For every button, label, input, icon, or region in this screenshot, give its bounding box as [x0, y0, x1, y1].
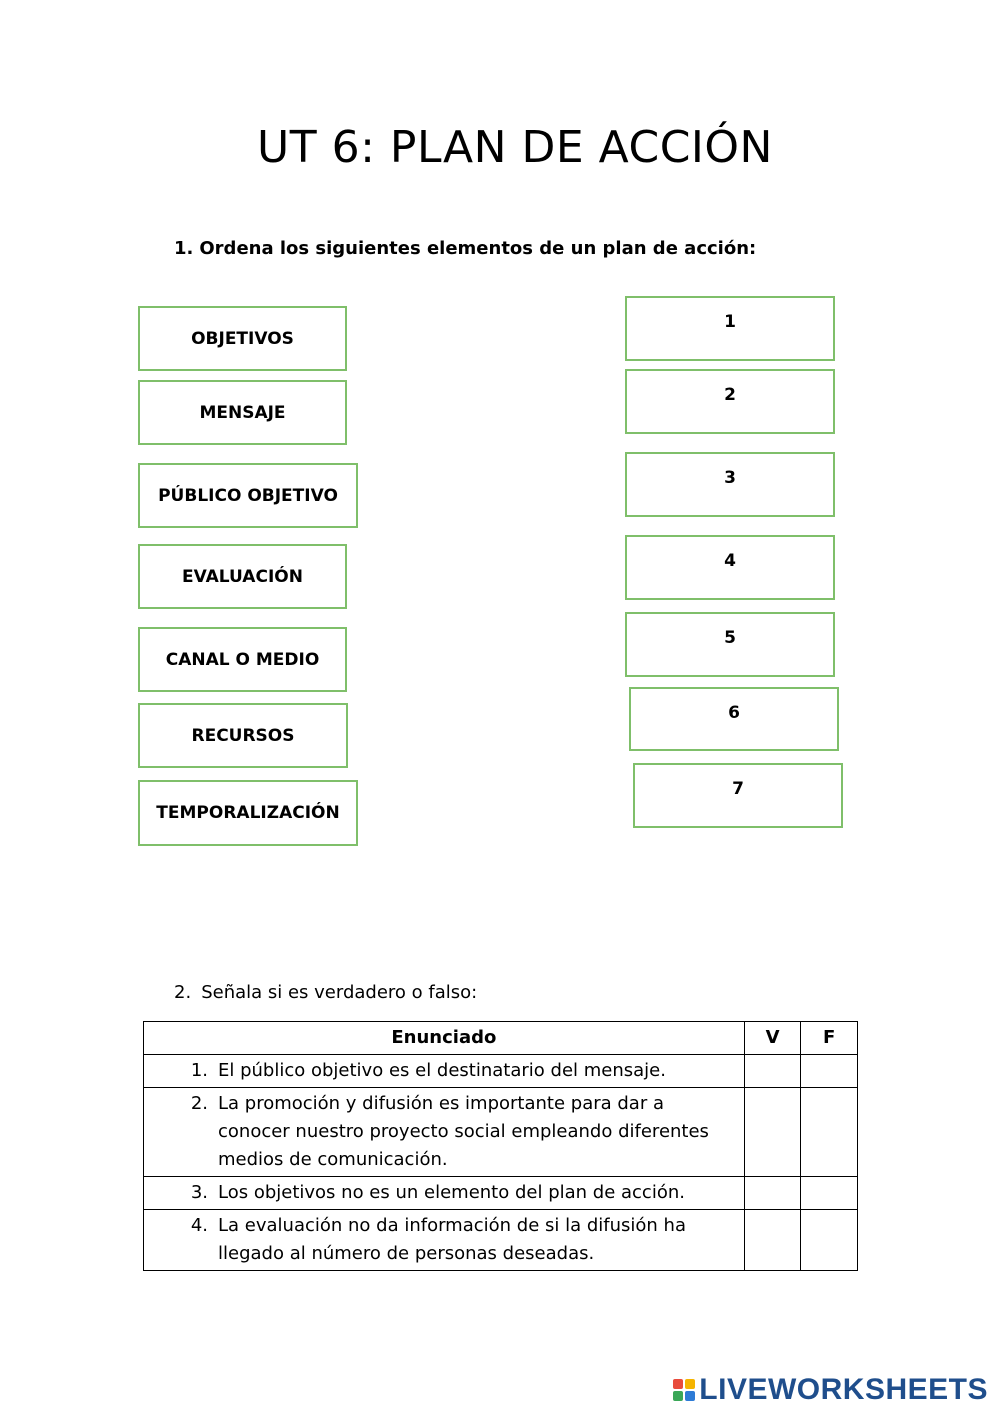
- statement-number: 2.: [190, 1093, 208, 1114]
- header-statement: Enunciado: [144, 1022, 745, 1055]
- drop-slot-6[interactable]: [629, 687, 839, 751]
- element-card-mensaje[interactable]: [138, 380, 347, 445]
- element-card-recursos[interactable]: [138, 703, 348, 768]
- element-label: PÚBLICO OBJETIVO: [158, 485, 338, 506]
- slot-number: 7: [732, 779, 744, 799]
- answer-false-cell[interactable]: [801, 1088, 858, 1177]
- statement-text: El público objetivo es el destinatario del mensaje.: [218, 1060, 666, 1081]
- table-row: [144, 1177, 858, 1210]
- page-title: UT 6: PLAN DE ACCIÓN: [257, 122, 773, 173]
- answer-true-cell[interactable]: [744, 1055, 801, 1088]
- drop-slot-1[interactable]: [625, 296, 835, 361]
- element-card-canal-o-medio[interactable]: [138, 627, 347, 692]
- slot-number: 4: [724, 551, 736, 571]
- drop-slot-3[interactable]: [625, 452, 835, 517]
- statement-cell: [144, 1210, 745, 1271]
- question-1-number: 1.: [174, 238, 194, 259]
- element-label: RECURSOS: [191, 725, 295, 746]
- question-2-number: 2.: [174, 982, 192, 1003]
- statement-cell: [144, 1088, 745, 1177]
- question-1: [174, 238, 756, 259]
- statement-cell: [144, 1055, 745, 1088]
- header-false: F: [801, 1022, 858, 1055]
- element-card-publico-objetivo[interactable]: [138, 463, 358, 528]
- statement-cell: [144, 1177, 745, 1210]
- answer-true-cell[interactable]: [744, 1177, 801, 1210]
- liveworksheets-logo-icon: [673, 1379, 695, 1401]
- element-card-temporalizacion[interactable]: [138, 780, 358, 846]
- true-false-table: [143, 1021, 858, 1271]
- statement-text: La promoción y difusión es importante para dar a conocer nuestro proyecto social empleando diferentes medios de comunicación.: [218, 1093, 709, 1170]
- slot-number: 5: [724, 628, 736, 648]
- statement-number: 1.: [190, 1060, 208, 1081]
- header-true: V: [744, 1022, 801, 1055]
- slot-number: 1: [724, 312, 736, 332]
- table-row: [144, 1088, 858, 1177]
- slot-number: 3: [724, 468, 736, 488]
- element-label: TEMPORALIZACIÓN: [156, 803, 340, 823]
- answer-false-cell[interactable]: [801, 1210, 858, 1271]
- question-1-text: Ordena los siguientes elementos de un plan de acción:: [199, 238, 757, 259]
- element-card-evaluacion[interactable]: [138, 544, 347, 609]
- element-card-objetivos[interactable]: [138, 306, 347, 371]
- question-2: [174, 982, 477, 1003]
- statement-number: 3.: [190, 1182, 208, 1203]
- liveworksheets-logo: [673, 1373, 988, 1407]
- question-2-text: Señala si es verdadero o falso:: [201, 982, 478, 1003]
- answer-false-cell[interactable]: [801, 1055, 858, 1088]
- slot-number: 6: [728, 703, 740, 723]
- drop-slot-2[interactable]: [625, 369, 835, 434]
- answer-true-cell[interactable]: [744, 1088, 801, 1177]
- drop-slot-4[interactable]: [625, 535, 835, 600]
- element-label: CANAL O MEDIO: [165, 649, 320, 670]
- slot-number: 2: [724, 385, 736, 405]
- answer-true-cell[interactable]: [744, 1210, 801, 1271]
- table-row: [144, 1055, 858, 1088]
- table-header-row: [144, 1022, 858, 1055]
- element-label: OBJETIVOS: [191, 328, 294, 349]
- liveworksheets-brand-text: LIVEWORKSHEETS: [699, 1373, 988, 1406]
- element-label: MENSAJE: [199, 402, 286, 423]
- statement-number: 4.: [190, 1215, 208, 1236]
- element-label: EVALUACIÓN: [182, 566, 303, 587]
- statement-text: Los objetivos no es un elemento del plan de acción.: [218, 1182, 685, 1203]
- table-row: [144, 1210, 858, 1271]
- answer-false-cell[interactable]: [801, 1177, 858, 1210]
- statement-text: La evaluación no da información de si la difusión ha llegado al número de personas deseadas.: [218, 1215, 686, 1264]
- drop-slot-7[interactable]: [633, 763, 843, 828]
- drop-slot-5[interactable]: [625, 612, 835, 677]
